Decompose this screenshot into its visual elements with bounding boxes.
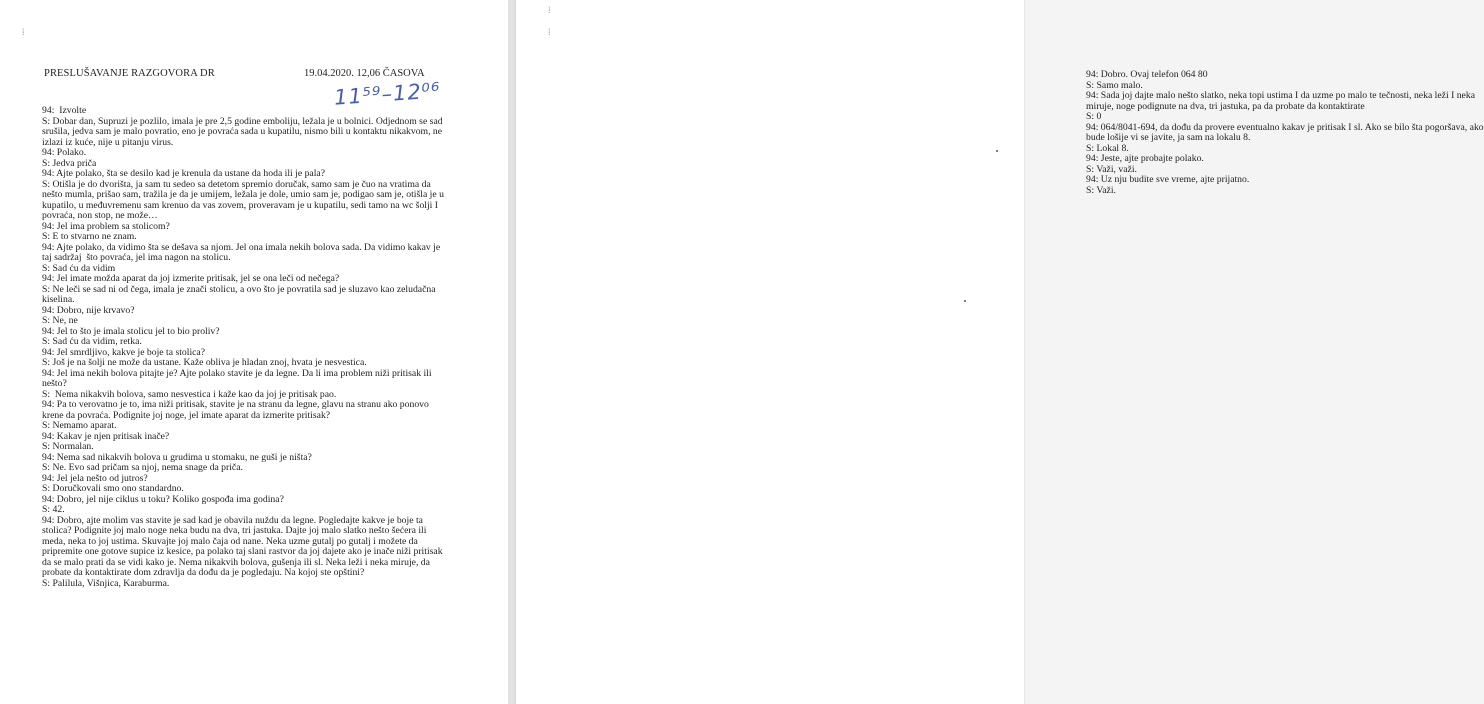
transcript-line: srušila, jedva sam je malo povratio, eno je povraća sada u kupatilu, nismo bili u kontaktu nikakvom, ne bbox=[42, 126, 443, 137]
transcript-line: 94: Ajte polako, šta se desilo kad je krenula da ustane da hoda ili je pala? bbox=[42, 168, 326, 179]
transcript-line: kupatilo, u međuvremenu sam krenuo da vas zovem, proveravam je u kupatilu, sedi tamo na wc šolji I bbox=[42, 199, 439, 211]
transcript-line: 94: Pa to verovatno je to, ima niži pritisak, stavite je na stranu da legne, glavu na stranu ako ponovo bbox=[42, 399, 429, 410]
transcript-line: S: Samo malo. bbox=[1086, 79, 1143, 91]
transcript-line: S: Otišla je do dvorišta, ja sam tu sedeo sa detetom spremio doručak, samo sam je čuo na vratima da bbox=[42, 178, 431, 190]
document-date: 19.04.2020. 12,06 ČASOVA bbox=[304, 68, 425, 79]
transcript-line: 94: 064/8041-694, da dođu da provere eventualno kakav je pritisak I sl. Ako se bilo šta pogoršava, ako bbox=[1086, 121, 1484, 133]
document-title: PRESLUŠAVANJE RAZGOVORA DR bbox=[44, 68, 215, 79]
scan-speck bbox=[964, 300, 966, 302]
transcript-line: bude lošije vi se javite, ja sam na lokalu 8. bbox=[1086, 132, 1251, 143]
transcript-line: krene da povraća. Podignite joj noge, jel imate aparat da izmerite pritisak? bbox=[42, 409, 331, 421]
transcript-line: S: E to stvarno ne znam. bbox=[42, 231, 137, 242]
transcript-line: 94: Jel smrdljivo, kakve je boje ta stolica? bbox=[42, 346, 206, 358]
scan-mark: ⁞ bbox=[548, 5, 551, 15]
right-page bbox=[516, 0, 1484, 704]
transcript-line: 94: Nema sad nikakvih bolova u grudima u stomaku, ne guši je ništa? bbox=[42, 451, 312, 463]
transcript-line: 94: Jel ima problem sa stolicom? bbox=[42, 220, 170, 232]
transcript-line: pripremite one gotove supice iz kesice, pa polako taj slani rastvor da joj dajete ako je inače niži pritisak bbox=[42, 546, 443, 557]
scan-speck bbox=[996, 150, 998, 152]
transcript-line: 94: Dobro, ajte molim vas stavite je sad kad je obavila nuždu da legne. Pogledajte kakve je boje ta bbox=[42, 514, 423, 526]
transcript-line: 94: Izvolte bbox=[42, 105, 87, 116]
transcript-line: probate da kontaktirate dom zdravlja da dođu da je pogledaju. Na kojoj ste opštini? bbox=[42, 567, 365, 578]
transcript-line: 94: Polako. bbox=[42, 147, 87, 158]
transcript-line: S: Ne. Evo sad pričam sa njoj, nema snage da priča. bbox=[42, 462, 243, 473]
transcript-line: S: Važi, važi. bbox=[1086, 163, 1137, 175]
transcript-line: 94: Uz nju budite sve vreme, ajte prijatno. bbox=[1086, 174, 1250, 185]
transcript-line: S: Važi. bbox=[1086, 184, 1116, 196]
transcript-line: S: Lokal 8. bbox=[1086, 142, 1129, 154]
transcript-line: 94: Jel ima nekih bolova pitajte je? Ajte polako stavite je da legne. Da li ima problem niži pritisak ili bbox=[42, 367, 432, 379]
transcript-line: S: Nema nikakvih bolova, samo nesvestica i kaže kao da joj je pritisak pao. bbox=[42, 388, 337, 400]
transcript-line: 94: Jel jela nešto od jutros? bbox=[42, 472, 148, 484]
transcript-line: taj sadržaj što povraća, jel ima nagon na stolicu. bbox=[42, 252, 231, 263]
transcript-line: stolica? Podignite joj malo noge neka budu na dva, tri jastuka. Dajte joj malo slatko nešto šećera ili bbox=[42, 525, 427, 536]
transcript-line: S: Doručkovali smo ono standardno. bbox=[42, 483, 184, 494]
transcript-line: S: Normalan. bbox=[42, 441, 94, 452]
transcript-line: kiselina. bbox=[42, 294, 75, 305]
transcript-line: S: 0 bbox=[1086, 111, 1102, 122]
transcript-body-right bbox=[1086, 70, 1484, 196]
left-page bbox=[0, 0, 508, 704]
transcript-line: S: Dobar dan, Supruzi je pozlilo, imala je pre 2,5 godine emboliju, ležala je u bolnici. Odjednom se sad bbox=[42, 115, 443, 127]
transcript-line: miruje, noge podignute na dva, tri jastuka, pa da probate da kontaktirate bbox=[1086, 100, 1365, 112]
transcript-line: nešto mumla, prišao sam, tražila je da je umijem, ležala je dole, umio sam je, podigao sam je, otišla je u bbox=[42, 189, 444, 200]
transcript-line: 94: Kakav je njen pritisak inače? bbox=[42, 430, 170, 442]
transcript-line: 94: Dobro, jel nije ciklus u toku? Koliko gospođa ima godina? bbox=[42, 493, 284, 505]
scan-mark: ⁞ bbox=[548, 27, 551, 37]
transcript-line: S: Ne, ne bbox=[42, 315, 78, 326]
page-gutter bbox=[508, 0, 516, 704]
transcript-line: meda, neka to joj ustima. Skuvajte joj malo čaja od nane. Neka uzme gutalj po gutalj i možete da bbox=[42, 535, 418, 547]
transcript-line: S: Sad ću da vidim bbox=[42, 262, 116, 274]
transcript-line: S: Ne leči se sad ni od čega, imala je znači stolicu, a ovo što je povratila sad je sluzavo kao zeludačna bbox=[42, 283, 436, 295]
transcript-line: S: Nemamo aparat. bbox=[42, 420, 117, 431]
transcript-line: S: 42. bbox=[42, 504, 65, 515]
transcript-line: 94: Jel to što je imala stolicu jel to bio proliv? bbox=[42, 325, 220, 337]
transcript-line: 94: Sada joj dajte malo nešto slatko, neka topi ustima I da uzme po malo te tečnosti, neka leži I neka bbox=[1086, 90, 1476, 101]
transcript-line: 94: Dobro. Ovaj telefon 064 80 bbox=[1086, 69, 1208, 80]
transcript-line: da se malo prati da se vidi kako je. Nema nikakvih bolova, gušenja ili sl. Neka leži i neka miruje, da bbox=[42, 556, 430, 568]
transcript-body-left bbox=[42, 106, 444, 589]
transcript-line: nešto? bbox=[42, 378, 67, 389]
transcript-line: S: Još je na šolji ne može da ustane. Kaže obliva je hladan znoj, hvata je nesvestica. bbox=[42, 357, 367, 368]
handwritten-time-note: 11⁵⁹–12⁰⁶ bbox=[333, 78, 442, 110]
transcript-line: 94: Jel imate možda aparat da joj izmerite pritisak, jel se ona leči od nečega? bbox=[42, 273, 340, 284]
transcript-line: S: Jedva priča bbox=[42, 157, 97, 169]
transcript-line: 94: Jeste, ajte probajte polako. bbox=[1086, 153, 1204, 164]
transcript-line: 94: Ajte polako, da vidimo šta se dešava sa njom. Jel ona imala nekih bolova sada. Da vidimo kakav je bbox=[42, 241, 441, 253]
scan-mark: ⁞ bbox=[22, 27, 25, 37]
transcript-line: izlazi iz kuće, nije u pitanju virus. bbox=[42, 136, 174, 148]
transcript-line: povraća, non stop, ne može… bbox=[42, 210, 158, 221]
transcript-line: S: Palilula, Višnjica, Karaburma. bbox=[42, 577, 170, 589]
transcript-line: 94: Dobro, nije krvavo? bbox=[42, 304, 135, 316]
transcript-line: S: Sad ću da vidim, retka. bbox=[42, 336, 142, 347]
